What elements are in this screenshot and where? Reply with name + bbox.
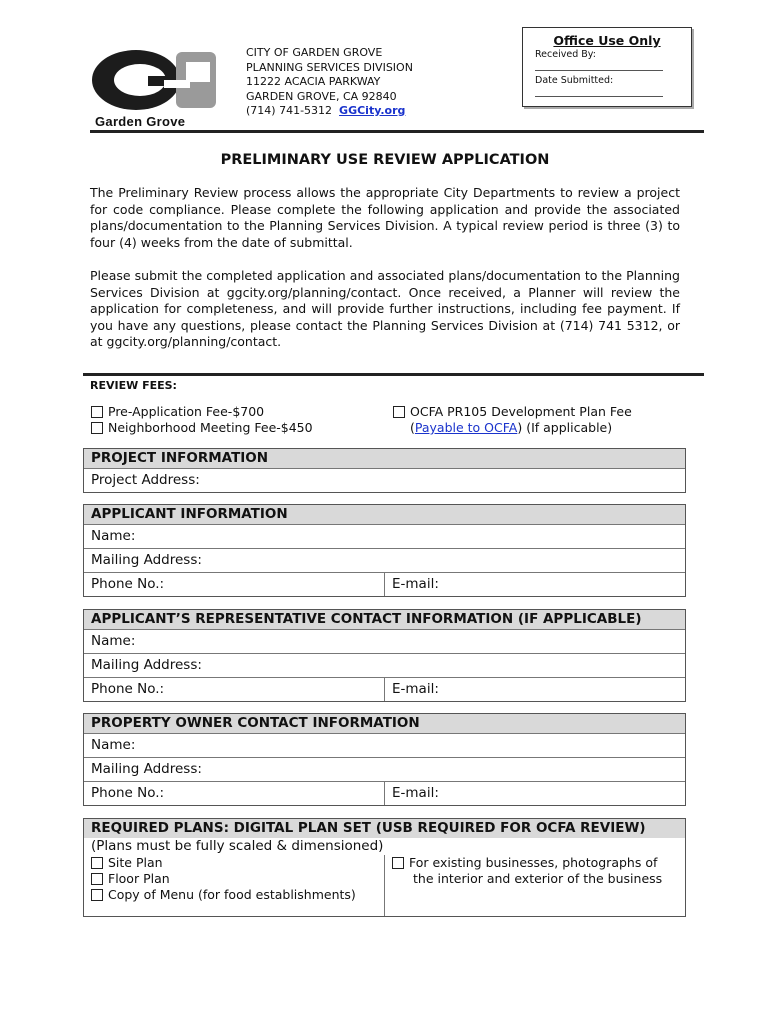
ggcity-link[interactable]: GGCity.org xyxy=(339,104,406,117)
office-use-title: Office Use Only xyxy=(553,33,661,48)
ocfa-fee-label: OCFA PR105 Development Plan Fee xyxy=(410,404,632,419)
plans-checklist xyxy=(84,855,685,916)
fee-options-right xyxy=(393,404,632,436)
photos-label-cont: the interior and exterior of the business xyxy=(413,871,663,886)
owner-name-field[interactable] xyxy=(84,734,685,758)
section-header: APPLICANT INFORMATION xyxy=(84,505,685,525)
neighborhood-fee-checkbox[interactable] xyxy=(91,422,103,434)
fee-options-left xyxy=(91,404,313,436)
plans-subtitle: (Plans must be fully scaled & dimensioned) xyxy=(91,838,384,854)
field-label: Mailing Address: xyxy=(91,552,202,568)
rep-mailing-field[interactable] xyxy=(84,654,685,678)
applicant-information-section xyxy=(83,504,686,597)
floor-plan-checkbox[interactable] xyxy=(91,873,103,885)
intro-paragraph: The Preliminary Review process allows the appropriate City Departments to review a project for code compliance. Please complete the following application and provide the associated plans/documentation to the Planning Services Division. A typical review period is three (3) to four (4) weeks from the date of submittal. xyxy=(90,185,680,250)
city-phone: (714) 741-5312 xyxy=(246,104,333,117)
rep-name-field[interactable] xyxy=(84,630,685,654)
owner-mailing-field[interactable] xyxy=(84,758,685,782)
review-fees-label: REVIEW FEES: xyxy=(90,379,177,392)
ocfa-fee-checkbox[interactable] xyxy=(393,406,405,418)
date-submitted-label: Date Submitted: xyxy=(535,75,614,86)
field-label: Project Address: xyxy=(91,472,200,488)
required-plans-section xyxy=(83,818,686,917)
rep-email-field[interactable]: E-mail: xyxy=(392,681,439,697)
payable-to-ocfa-link[interactable]: Payable to OCFA xyxy=(414,420,518,435)
applicant-phone-field[interactable]: Phone No.: xyxy=(84,573,385,596)
received-by-line xyxy=(535,62,663,71)
menu-checkbox[interactable] xyxy=(91,889,103,901)
owner-contact-row xyxy=(84,782,685,805)
pre-app-fee-checkbox[interactable] xyxy=(91,406,103,418)
header-divider xyxy=(90,130,704,133)
photos-checkbox[interactable] xyxy=(392,857,404,869)
paren-open: ( xyxy=(410,420,415,435)
address-line: PLANNING SERVICES DIVISION xyxy=(246,60,413,74)
property-owner-section xyxy=(83,713,686,806)
neighborhood-fee-label: Neighborhood Meeting Fee-$450 xyxy=(108,420,313,435)
logo-name: Garden Grove xyxy=(95,114,186,129)
plans-left-column xyxy=(91,855,356,903)
applicant-email-field[interactable]: E-mail: xyxy=(392,576,439,592)
site-plan-checkbox[interactable] xyxy=(91,857,103,869)
project-information-section xyxy=(83,448,686,493)
ocfa-applicable: ) (If applicable) xyxy=(517,420,613,435)
floor-plan-label: Floor Plan xyxy=(108,871,170,886)
address-line: GARDEN GROVE, CA 92840 xyxy=(246,89,397,103)
address-line: CITY OF GARDEN GROVE xyxy=(246,46,383,59)
photos-label: For existing businesses, photographs of xyxy=(409,855,658,870)
menu-label: Copy of Menu (for food establishments) xyxy=(108,887,356,902)
field-label: Name: xyxy=(91,737,136,753)
city-address xyxy=(246,46,413,119)
page-title: PRELIMINARY USE REVIEW APPLICATION xyxy=(220,152,550,168)
owner-email-field[interactable]: E-mail: xyxy=(392,785,439,801)
rep-contact-row xyxy=(84,678,685,701)
address-line: 11222 ACACIA PARKWAY xyxy=(246,75,381,88)
applicant-name-field[interactable] xyxy=(84,525,685,549)
pre-app-fee-label: Pre-Application Fee-$700 xyxy=(108,404,265,419)
section-header: PROJECT INFORMATION xyxy=(84,449,685,469)
date-submitted-line xyxy=(535,88,663,97)
section-header: APPLICANT’S REPRESENTATIVE CONTACT INFORMATION (IF APPLICABLE) xyxy=(84,610,685,630)
submission-paragraph: Please submit the completed application and associated plans/documentation to the Planning Services Division at ggcity.org/planning/contact. Once received, a Planner will review the application for completeness, and will provide further instructions, including fee payment. If you have any questions, please contact the Planning Services Division at (714) 741 5312, or at ggcity.org/planning/contact. xyxy=(90,268,680,349)
plans-divider xyxy=(384,855,385,916)
section-header: REQUIRED PLANS: DIGITAL PLAN SET (USB REQUIRED FOR OCFA REVIEW) xyxy=(84,819,685,838)
field-label: Mailing Address: xyxy=(91,761,202,777)
rep-phone-field[interactable]: Phone No.: xyxy=(84,678,385,701)
applicant-mailing-field[interactable] xyxy=(84,549,685,573)
field-label: Name: xyxy=(91,528,136,544)
section-header: PROPERTY OWNER CONTACT INFORMATION xyxy=(84,714,685,734)
received-by-label: Received By: xyxy=(535,49,596,60)
project-address-field[interactable] xyxy=(84,469,685,492)
office-use-box xyxy=(522,27,692,107)
site-plan-label: Site Plan xyxy=(108,855,163,870)
field-label: Mailing Address: xyxy=(91,657,202,673)
field-label: Name: xyxy=(91,633,136,649)
representative-section xyxy=(83,609,686,702)
fees-divider xyxy=(83,373,704,376)
plans-right-column xyxy=(392,855,686,916)
applicant-contact-row xyxy=(84,573,685,596)
owner-phone-field[interactable]: Phone No.: xyxy=(84,782,385,805)
